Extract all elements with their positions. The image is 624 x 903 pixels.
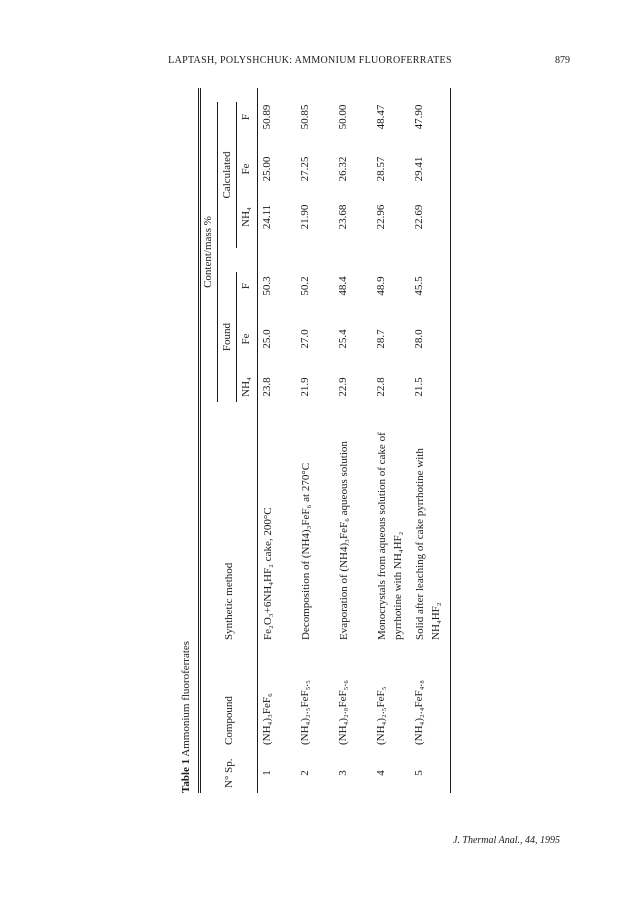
row-4-found-nh4: 22.8 [375,377,387,397]
header-number: N° Sp. [223,758,235,788]
row-4-found-f: 48.9 [375,276,387,296]
calculated-subrule [236,102,237,248]
header-calc-fe: Fe [240,163,252,175]
header-calculated: Calculated [221,151,233,199]
running-head: LAPTASH, POLYSHCHUK: AMMONIUM FLUOROFERRATES [168,55,452,66]
row-1-method: Fe₂O₃+6NH₄HF₂ cake, 200°C [262,507,274,640]
row-3-number: 3 [337,770,349,776]
row-2-number: 2 [299,770,311,776]
header-found-nh4: NH₄ [240,377,252,397]
row-2-calc-fe: 27.25 [299,156,311,182]
row-4-found-fe: 28.7 [375,329,387,349]
row-5-calc-f: 47.90 [413,104,425,130]
header-calc-f: F [240,113,252,121]
row-2-found-f: 50.2 [299,276,311,296]
row-4-number: 4 [375,770,387,776]
row-4-calc-f: 48.47 [375,104,387,130]
row-3-found-fe: 25.4 [337,329,349,349]
row-3-compound: (NH₄)₂.₈FeF₅.₆ [337,679,349,745]
table-caption-text: Ammonium fluoroferrates [180,640,192,757]
row-5-found-f: 45.5 [413,276,425,296]
journal-footer: J. Thermal Anal., 44, 1995 [452,835,560,846]
header-method: Synthetic method [223,562,235,640]
row-1-compound: (NH₄)₃FeF₆ [261,693,273,745]
header-found-fe: Fe [240,333,252,345]
row-2-found-nh4: 21.9 [299,377,311,397]
content-subrule [217,102,218,402]
header-compound: Compound [223,696,235,745]
row-4-method: Monocrystals from aqueous solution of cake of pyrrhotine with NH₄HF₂ [376,432,404,640]
row-1-calc-f: 50.89 [261,104,273,130]
row-2-compound: (NH₄)₂.₅FeF₅.₅ [299,679,311,745]
row-5-compound: (NH₄)₂.₄FeF₄.₈ [413,679,425,745]
row-2-calc-nh4: 21.90 [299,204,311,230]
row-3-found-nh4: 22.9 [337,377,349,397]
row-5-found-fe: 28.0 [413,329,425,349]
row-2-found-fe: 27.0 [299,329,311,349]
header-content: Content/mass % [202,216,214,288]
header-bottom-rule [257,88,258,793]
row-5-calc-nh4: 22.69 [413,204,425,230]
row-3-calc-f: 50.00 [337,104,349,130]
row-5-method: Solid after leaching of cake pyrrhotine with NH₄HF₂ [414,448,442,640]
row-3-calc-fe: 26.32 [337,156,349,182]
header-calc-nh4: NH₄ [240,207,252,227]
row-5-number: 5 [413,770,425,776]
row-4-calc-fe: 28.57 [375,156,387,182]
row-3-method: Evaporation of (NH4)₃FeF₆ aqueous solution [338,441,350,640]
row-2-calc-f: 50.85 [299,104,311,130]
found-subrule [236,272,237,402]
row-1-calc-nh4: 24.11 [261,204,273,230]
row-1-found-f: 50.3 [261,276,273,296]
header-found: Found [221,322,233,352]
table-caption [180,641,192,793]
row-3-found-f: 48.4 [337,276,349,296]
header-found-f: F [240,282,252,290]
row-5-calc-fe: 29.41 [413,156,425,182]
row-1-number: 1 [261,770,273,776]
rotated-table [180,88,455,793]
row-1-found-nh4: 23.8 [261,377,273,397]
row-3-calc-nh4: 23.68 [337,204,349,230]
row-4-calc-nh4: 22.96 [375,204,387,230]
row-1-found-fe: 25.0 [261,329,273,349]
row-4-compound: (NH₄)₂.₅FeF₅ [375,686,387,745]
table-bottom-rule [450,88,451,793]
page-number: 879 [555,55,570,66]
table-caption-label: Table 1 [180,758,192,793]
row-2-method: Decomposition of (NH4)₃FeF₆ at 270°C [300,462,312,640]
row-1-calc-fe: 25.00 [261,156,273,182]
row-5-found-nh4: 21.5 [413,377,425,397]
